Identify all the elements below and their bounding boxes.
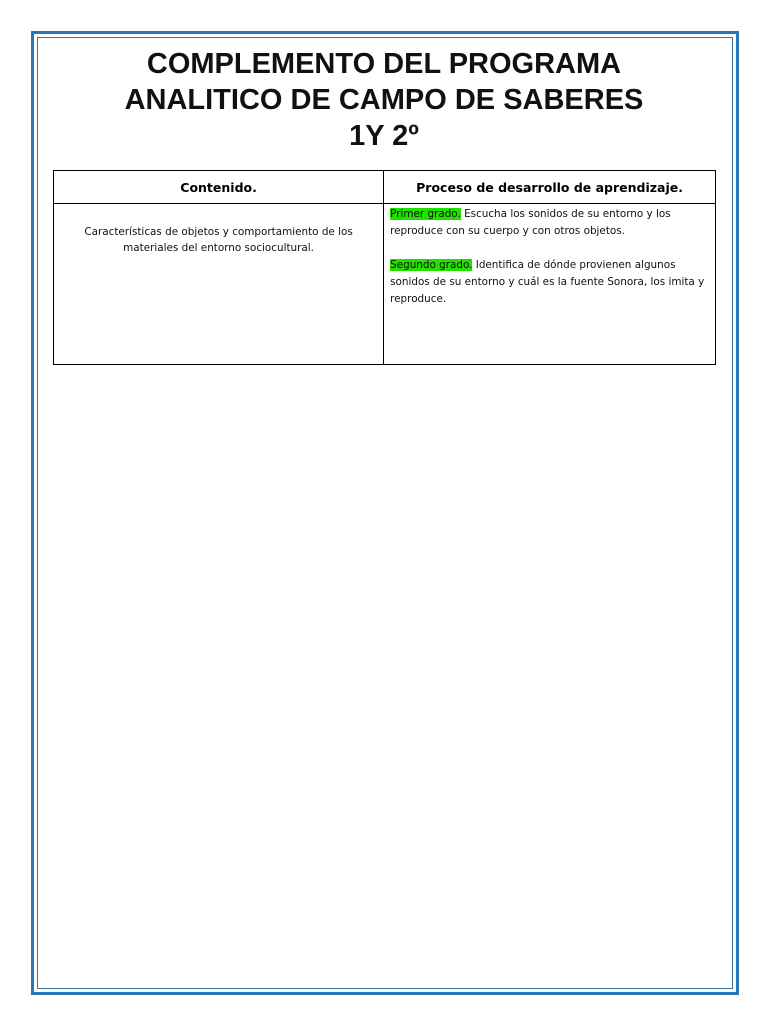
title-line-1: COMPLEMENTO DEL PROGRAMA — [146, 48, 622, 80]
page-title — [40, 46, 728, 154]
title-line-3: 1Y 2º — [349, 120, 419, 152]
title-line-2: ANALITICO DE CAMPO DE SABERES — [124, 84, 644, 116]
primer-grado-paragraph — [390, 206, 709, 240]
header-contenido: Contenido. — [54, 171, 384, 204]
proceso-cell — [384, 204, 716, 365]
primer-grado-label: Primer grado. — [390, 208, 461, 220]
segundo-grado-text: Identifica de dónde provienen algunos sonidos de su entorno y cuál es la fuente Sonora, los imita y reproduce. — [390, 259, 705, 305]
segundo-grado-paragraph — [390, 257, 709, 308]
segundo-grado-label: Segundo grado. — [390, 259, 473, 271]
table-row — [54, 204, 716, 365]
content-table — [53, 170, 716, 365]
contenido-cell: Características de objetos y comportamiento de los materiales del entorno sociocultural. — [54, 204, 384, 365]
table-header-row — [54, 171, 716, 204]
header-proceso: Proceso de desarrollo de aprendizaje. — [384, 171, 716, 204]
primer-grado-text: Escucha los sonidos de su entorno y los reproduce con su cuerpo y con otros objetos. — [390, 208, 671, 237]
